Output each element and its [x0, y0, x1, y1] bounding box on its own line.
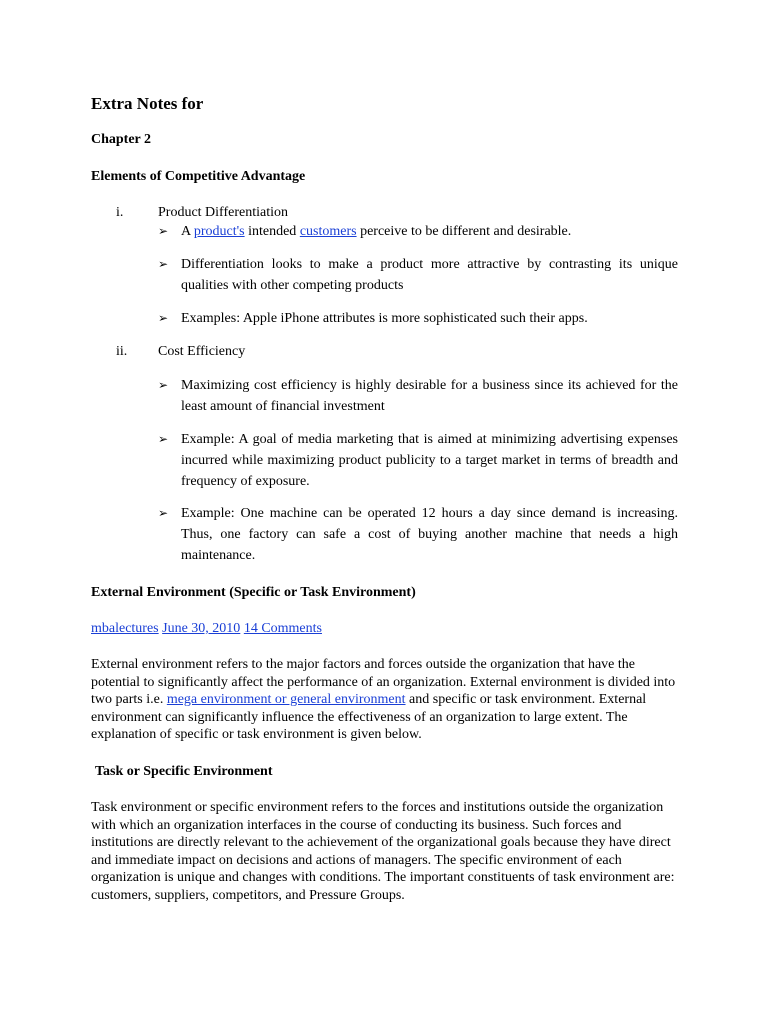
post-meta — [91, 621, 322, 637]
bullet-text: Maximizing cost efficiency is highly desirable for a business since its achieved for the least amount of financial investment — [181, 378, 678, 414]
products-link[interactable]: product's — [193, 224, 245, 239]
comments-link[interactable]: 14 Comments — [243, 621, 322, 636]
mega-environment-link[interactable]: mega environment or general environment — [166, 692, 406, 707]
list-numeral: i. — [116, 205, 124, 220]
bullet-text: Examples: Apple iPhone attributes is more sophisticated such their apps. — [181, 311, 588, 326]
arrow-bullet-icon: ➢ — [158, 432, 169, 446]
arrow-bullet-icon: ➢ — [158, 257, 169, 271]
list-item-label: Cost Efficiency — [158, 344, 246, 359]
chapter-heading: Chapter 2 — [91, 132, 152, 147]
section-heading-competitive-advantage: Elements of Competitive Advantage — [91, 169, 306, 184]
bullet-text: Differentiation looks to make a product more attractive by contrasting its unique qualities with other competing products — [181, 257, 678, 293]
bullet-item — [158, 503, 678, 566]
section-heading-external-environment: External Environment (Specific or Task Environment) — [91, 585, 416, 600]
bullet-item — [158, 308, 678, 329]
bullet-text: Example: A goal of media marketing that is aimed at minimizing advertising expenses incurred while maximizing product publicity to a target market in terms of breadth and frequency of exposure. — [181, 432, 678, 489]
task-environment-paragraph: Task environment or specific environment refers to the forces and institutions outside the organization with which an organization interfaces in the course of conducting its business. Such forces and institutions are directly relevant to the achievement of the organizational goals because they have direct and immediate impact on decisions and actions of managers. The specific environment of each organization is unique and changes with conditions. The important constituents of task environment are: customers, suppliers, competitors, and Pressure Groups. — [91, 800, 675, 903]
bullet-item — [158, 429, 678, 492]
customers-link[interactable]: customers — [299, 224, 357, 239]
bullet-item — [158, 221, 678, 242]
arrow-bullet-icon: ➢ — [158, 311, 169, 325]
external-environment-paragraph: External environment refers to the major factors and forces outside the organization that have the potential to significantly affect the performance of an organization. External environment is divided into two parts i.e. mega environment or general environment and specific or task environment. External environment can significantly influence the effectiveness of an organization to large extent. The explanation of specific or task environment is given below. — [91, 657, 676, 742]
bullet-text: Example: One machine can be operated 12 hours a day since demand is increasing. Thus, one factory can safe a cost of buying another machine that needs a high maintenance. — [181, 506, 678, 563]
arrow-bullet-icon: ➢ — [158, 506, 169, 520]
section-heading-task-environment: Task or Specific Environment — [95, 764, 273, 779]
author-link[interactable]: mbalectures — [91, 621, 159, 636]
bullet-item — [158, 254, 678, 296]
arrow-bullet-icon: ➢ — [158, 224, 169, 238]
list-item-label: Product Differentiation — [158, 205, 288, 220]
date-link[interactable]: June 30, 2010 — [162, 621, 241, 636]
bullet-text: A product's intended customers perceive to be different and desirable. — [181, 224, 572, 239]
bullet-item — [158, 375, 678, 417]
document-title: Extra Notes for — [91, 94, 204, 113]
list-numeral: ii. — [116, 344, 128, 359]
arrow-bullet-icon: ➢ — [158, 378, 169, 392]
